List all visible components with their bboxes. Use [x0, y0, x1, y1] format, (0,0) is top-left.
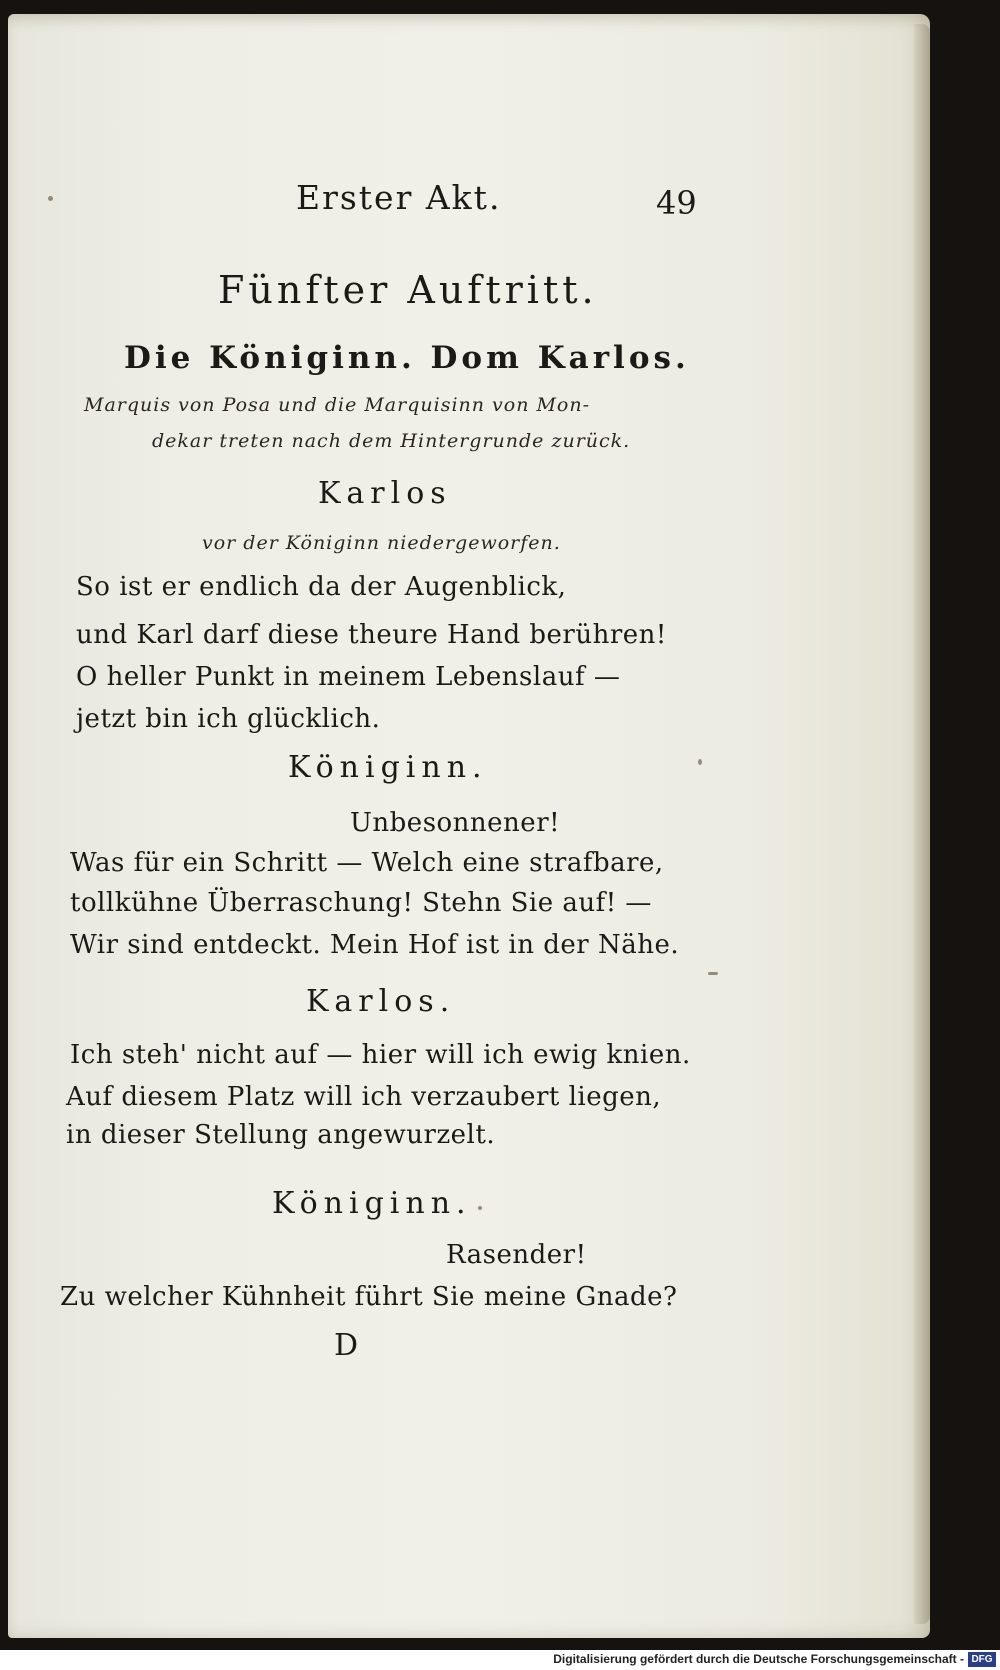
verse-line: So ist er endlich da der Augenblick,: [76, 572, 567, 602]
paper-speck: [698, 759, 702, 765]
signature-mark: D: [334, 1328, 359, 1363]
page-number: 49: [656, 184, 697, 222]
scene-title: Fünfter Auftritt.: [218, 268, 598, 312]
paper-speck: [48, 196, 53, 201]
stage-direction: dekar treten nach dem Hintergrunde zurück.: [152, 430, 631, 452]
verse-line: und Karl darf diese theure Hand berühren!: [76, 620, 667, 650]
dfg-logo: DFG: [968, 1652, 996, 1667]
paper-speck: [708, 972, 718, 975]
digitization-footer: [0, 1650, 1000, 1670]
speaker-name: Karlos.: [306, 984, 456, 1019]
paper-speck: [478, 1206, 482, 1210]
verse-line: jetzt bin ich glücklich.: [76, 704, 381, 734]
verse-line: Ich steh' nicht auf — hier will ich ewig knien.: [70, 1040, 691, 1070]
verse-line: Zu welcher Kühnheit führt Sie meine Gnade?: [60, 1282, 678, 1312]
speaker-name: Königinn.: [288, 750, 488, 785]
verse-line: in dieser Stellung angewurzelt.: [66, 1120, 496, 1150]
speaker-name: Königinn.: [272, 1186, 472, 1221]
stage-direction: Marquis von Posa und die Marquisinn von Mon-: [84, 394, 591, 416]
stage-direction: vor der Königinn niedergeworfen.: [202, 532, 561, 554]
verse-line: O heller Punkt in meinem Lebenslauf —: [76, 662, 621, 692]
verse-line: Was für ein Schritt — Welch eine strafbare,: [70, 848, 664, 878]
verse-line: Rasender!: [446, 1240, 587, 1270]
verse-line: tollkühne Überraschung! Stehn Sie auf! —: [70, 888, 652, 918]
footer-credit: Digitalisierung gefördert durch die Deutsche Forschungsgemeinschaft -: [553, 1652, 964, 1666]
verse-line: Unbesonnener!: [350, 808, 561, 838]
verse-line: Auf diesem Platz will ich verzaubert liegen,: [66, 1082, 662, 1112]
speaker-name: Karlos: [318, 476, 452, 511]
cast-list: Die Königinn. Dom Karlos.: [124, 340, 690, 376]
running-head: Erster Akt.: [296, 178, 502, 217]
verse-line: Wir sind entdeckt. Mein Hof ist in der Nähe.: [70, 930, 680, 960]
